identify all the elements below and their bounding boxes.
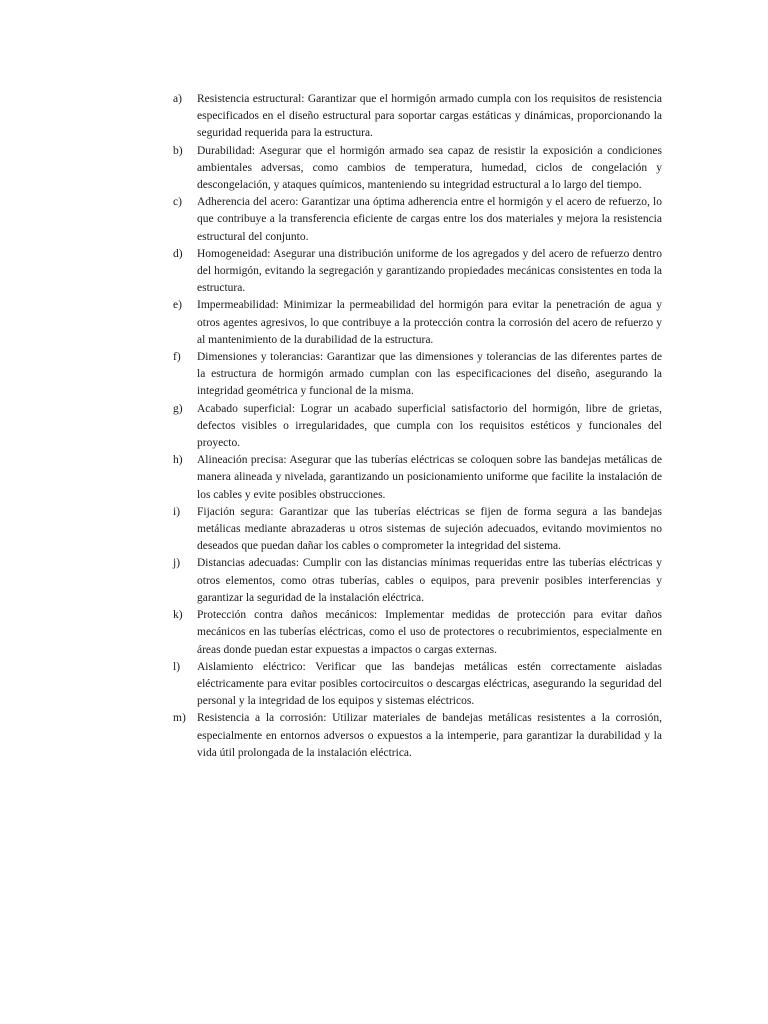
list-item-text: Homogeneidad: Asegurar una distribución uniforme de los agregados y del acero de refuerzo dentro del hormigón, evitando la segregación y garantizando propiedades mecánicas consistentes en toda la estructura. [197, 247, 662, 295]
list-item-a [173, 91, 662, 143]
list-item-l [173, 659, 662, 711]
list-item-e [173, 297, 662, 349]
list-item-h [173, 452, 662, 504]
list-item-d [173, 246, 662, 298]
list-item-text: Distancias adecuadas: Cumplir con las distancias mínimas requeridas entre las tuberías eléctricas y otros elementos, como otras tuberías, cables o equipos, para prevenir posibles interferencias y garantizar la seguridad de la instalación eléctrica. [197, 557, 662, 604]
list-marker: c) [173, 196, 182, 209]
list-item-k [173, 607, 662, 659]
list-item-text: Fijación segura: Garantizar que las tuberías eléctricas se fijen de forma segura a las bandejas metálicas mediante abrazaderas u otros sistemas de sujeción adecuados, evitando movimientos no deseados que puedan dañar los cables o comprometer la integridad del sistema. [197, 505, 662, 553]
list-marker: b) [173, 144, 183, 157]
list-item-f [173, 349, 662, 401]
list-marker: a) [173, 93, 182, 105]
list-marker: l) [173, 660, 181, 673]
list-item-text: Resistencia a la corrosión: Utilizar materiales de bandejas metálicas resistentes a la corrosión, especialmente en entornos adversos o expuestos a la intemperie, para garantizar la durabilidad y la vida útil prolongada de la instalación eléctrica. [197, 712, 662, 759]
list-item-text: Impermeabilidad: Minimizar la permeabilidad del hormigón para evitar la penetración de agua y otros agentes agresivos, lo que contribuye a la protección contra la corrosión del acero de refuerzo y al mantenimiento de la durabilidad de la estructura. [197, 299, 662, 346]
list-item-g [173, 401, 662, 453]
list-item-text: Alineación precisa: Asegurar que las tuberías eléctricas se coloquen sobre las bandejas metálicas de manera alineada y nivelada, garantizando un posicionamiento uniforme que facilite la instalación de los cables y evite posibles obstrucciones. [197, 454, 662, 501]
list-item-m [173, 710, 662, 762]
list-item-i [173, 504, 662, 556]
list-marker: k) [173, 609, 183, 622]
list-marker: f) [173, 351, 181, 364]
list-item-text: Acabado superficial: Lograr un acabado superficial satisfactorio del hormigón, libre de grietas, defectos visibles o irregularidades, que cumpla con los requisitos estéticos y funcionales del proyecto. [197, 402, 662, 450]
list-item-text: Aislamiento eléctrico: Verificar que las bandejas metálicas estén correctamente aisladas eléctricamente para evitar posibles cortocircuitos o descargas eléctricas, asegurando la seguridad del personal y la integridad de los equipos y sistemas eléctricos. [197, 660, 662, 708]
list-item-text: Dimensiones y tolerancias: Garantizar que las dimensiones y tolerancias de las diferentes partes de la estructura de hormigón armado cumplan con las especificaciones del diseño, asegurando la integridad geométrica y funcional de la misma. [197, 351, 662, 398]
list-marker: m) [173, 712, 186, 725]
list-item-text: Protección contra daños mecánicos: Implementar medidas de protección para evitar daños mecánicos en las tuberías eléctricas, como el uso de protectores o recubrimientos, especialmente en áreas donde puedan estar expuestas a impactos o cargas externas. [197, 609, 662, 656]
list-marker: j) [173, 557, 181, 570]
list-item-text: Adherencia del acero: Garantizar una óptima adherencia entre el hormigón y el acero de refuerzo, lo que contribuye a la transferencia eficiente de cargas entre los dos materiales y mejora la resistencia estructural del conjunto. [197, 196, 662, 243]
list-marker: h) [173, 454, 183, 467]
list-marker: g) [173, 402, 183, 415]
list-item-j [173, 555, 662, 607]
list-item-text: Resistencia estructural: Garantizar que el hormigón armado cumpla con los requisitos de resistencia especificados en el diseño estructural para soportar cargas estáticas y dinámicas, proporcionando la seguridad requerida para la estructura. [197, 93, 662, 140]
list-item-b [173, 143, 662, 195]
list-item-text: Durabilidad: Asegurar que el hormigón armado sea capaz de resistir la exposición a condiciones ambientales adversas, como cambios de temperatura, humedad, ciclos de congelación y descongelación, y ataques químicos, manteniendo su integridad estructural a lo largo del tiempo. [197, 144, 662, 192]
requirements-list [173, 91, 662, 762]
list-marker: e) [173, 299, 182, 312]
list-marker: i) [173, 505, 181, 518]
list-item-c [173, 194, 662, 246]
list-marker: d) [173, 247, 183, 260]
